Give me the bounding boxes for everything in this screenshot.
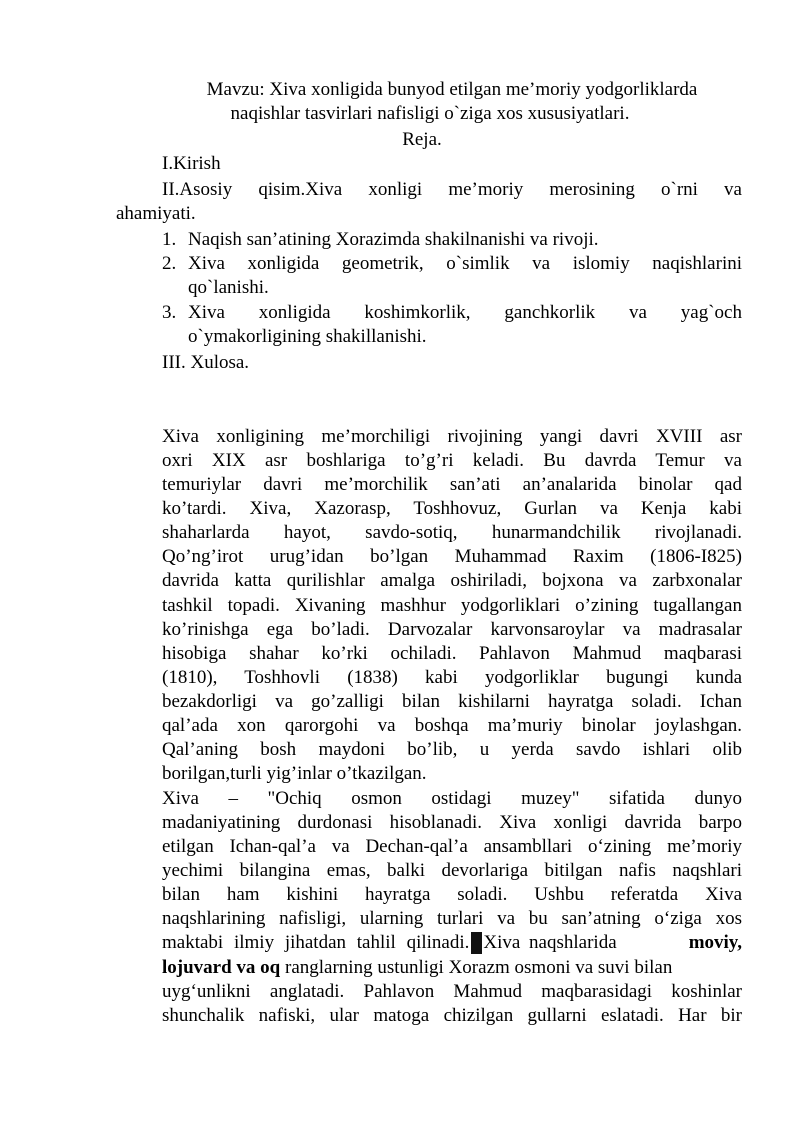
body-p1-line: temuriylar davri me’morchilik san’ati an’analarida binolar qad: [162, 474, 742, 495]
body-p2-line: bilan ham kishini hayratga soladi. Ushbu referatda Xiva: [162, 884, 742, 905]
body-p1-line: tashkil topadi. Xivaning mashhur yodgorliklari o’zining tugallangan: [162, 595, 742, 616]
plan-item-number: 3.: [162, 302, 177, 323]
body-p1-line: oxri XIX asr boshlariga to’g’ri keladi. Bu davrda Temur va: [162, 450, 742, 471]
body-p1-line: (1810), Toshhovli (1838) kabi yodgorliklar bugungi kunda: [162, 667, 742, 688]
body-p2-bold-text: moviy,: [688, 932, 742, 953]
text-cursor-icon: [471, 932, 482, 954]
body-p2-text: Xiva naqshlarida: [483, 932, 617, 953]
body-p1-line: Xiva xonligining me’morchiligi rivojining yangi davri XVIII asr: [162, 426, 742, 447]
body-p2-line-8: [162, 956, 742, 980]
plan-item-2-line-1: Xiva xonligida geometrik, o`simlik va islomiy naqishlarini: [188, 253, 742, 274]
body-p1-line: ko’tardi. Xiva, Xazorasp, Toshhovuz, Gurlan va Kenja kabi: [162, 498, 742, 519]
body-p2-line-7: [162, 931, 742, 955]
plan-item-2-line-2: qo`lanishi.: [188, 277, 269, 298]
body-p1-line: Qo’ng’irot urug’idan bo’lgan Muhammad Raxim (1806-I825): [162, 546, 742, 567]
body-p1-line: shaharlarda hayot, savdo-sotiq, hunarmandchilik rivojlanadi.: [162, 522, 742, 543]
body-p2-line: madaniyatining durdonasi hisoblanadi. Xiva xonligi davrida barpo: [162, 812, 742, 833]
body-p2-line: uyg‘unlikni anglatadi. Pahlavon Mahmud maqbarasidagi koshinlar: [162, 981, 742, 1002]
title-line-2: naqishlar tasvirlari nafisligi o`ziga xos xususiyatlari.: [230, 103, 630, 124]
body-p2-line: Xiva – "Ochiq osmon ostidagi muzey" sifatida dunyo: [162, 788, 742, 809]
body-p2-line: naqshlarining nafisligi, ularning turlari va bu san’atning o‘ziga xos: [162, 908, 742, 929]
plan-item-number: 2.: [162, 253, 177, 274]
body-p1-line: ko’rinishga ega bo’ladi. Darvozalar karvonsaroylar va madrasalar: [162, 619, 742, 640]
plan-item-3-line-1: Xiva xonligida koshimkorlik, ganchkorlik va yag`och: [188, 302, 742, 323]
body-p2-text: maktabi ilmiy jihatdan tahlil qilinadi.: [162, 932, 470, 953]
title-line-1: Mavzu: Xiva xonligida bunyod etilgan me’moriy yodgorliklarda: [206, 79, 698, 100]
plan-item-1-line-1: Naqish san’atining Xorazimda shakilnanishi va rivoji.: [188, 229, 599, 250]
body-p2-bold-text: lojuvard va oq: [162, 957, 281, 978]
plan-item-3-line-2: o`ymakorligining shakillanishi.: [188, 326, 427, 347]
body-p1-line: davrida katta qurilishlar amalga oshiriladi, bojxona va zarbxonalar: [162, 570, 742, 591]
plan-heading: Reja.: [402, 129, 442, 150]
body-p2-text: ranglarning ustunligi Xorazm osmoni va suvi bilan: [280, 957, 673, 978]
plan-conclusion: III. Xulosa.: [162, 352, 250, 373]
body-p1-last-line: borilgan,turli yig’inlar o’tkazilgan.: [162, 763, 427, 784]
plan-intro: I.Kirish: [162, 153, 221, 174]
body-p2-line: etilgan Ichan-qal’a va Dechan-qal’a ansambllari o‘zining me’moriy: [162, 836, 742, 857]
plan-main-line-1: II.Asosiy qisim.Xiva xonligi me’moriy merosining o`rni va: [162, 179, 742, 200]
body-p1-line: Qal’aning bosh maydoni bo’lib, u yerda savdo ishlari olib: [162, 739, 742, 760]
body-p2-line: shunchalik nafiski, ular matoga chizilgan gullarni eslatadi. Har bir: [162, 1005, 742, 1026]
body-p1-line: bezakdorligi va go’zalligi bilan kishilarni hayratga soladi. Ichan: [162, 691, 742, 712]
plan-main-line-2: ahamiyati.: [116, 203, 196, 224]
body-p1-line: qal’ada xon qarorgohi va boshqa ma’muriy binolar joylashgan.: [162, 715, 742, 736]
body-p1-line: hisobiga shahar ko’rki ochiladi. Pahlavon Mahmud maqbarasi: [162, 643, 742, 664]
body-p2-line: yechimi bilangina emas, balki devorlariga bitilgan nafis naqshlari: [162, 860, 742, 881]
plan-item-number: 1.: [162, 229, 177, 250]
